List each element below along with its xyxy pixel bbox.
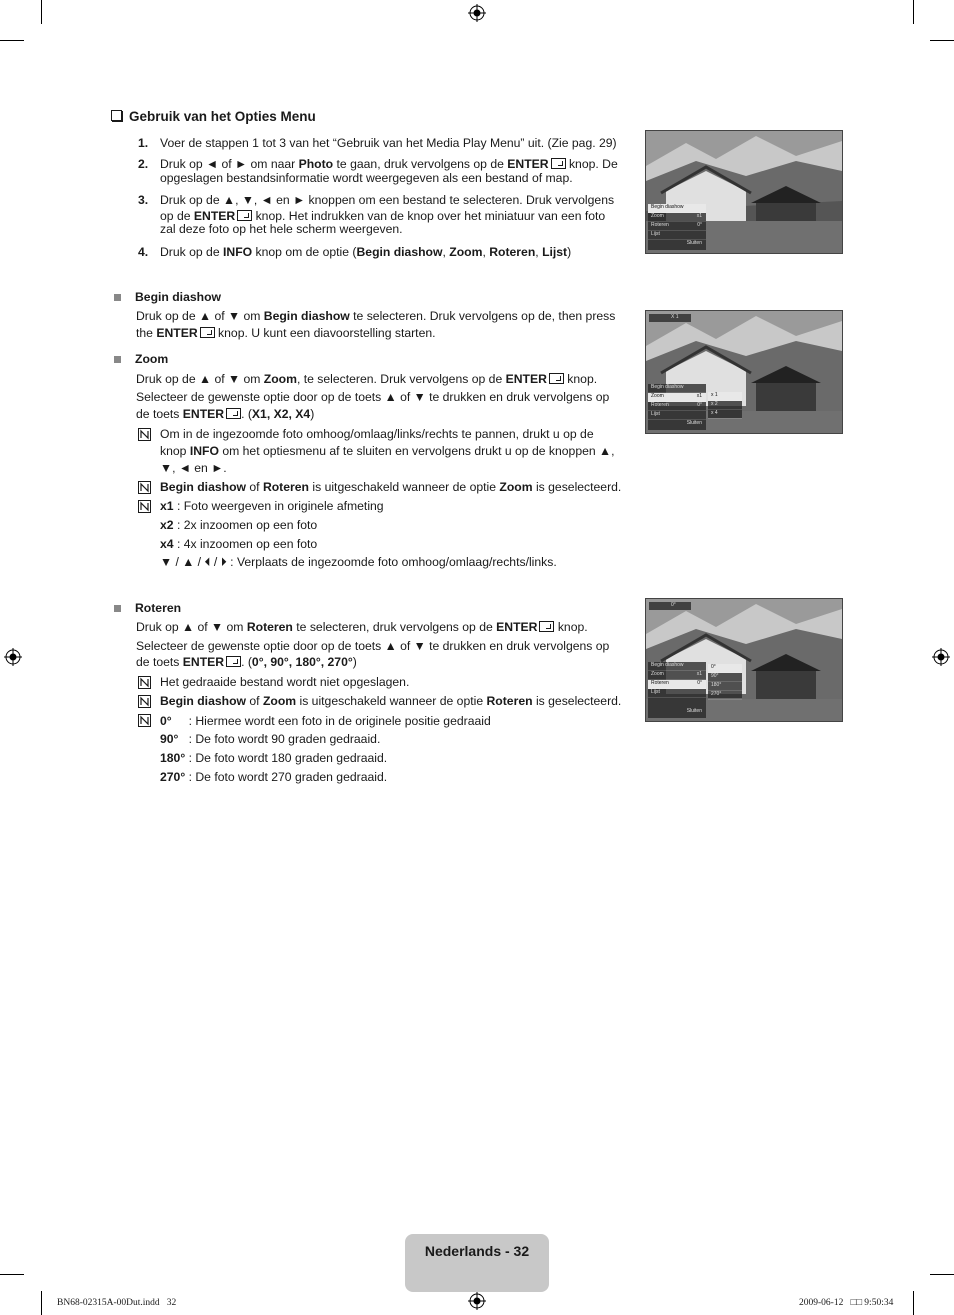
crop-mark xyxy=(0,1274,24,1275)
rotate-submenu[interactable] xyxy=(708,664,742,698)
registration-mark-icon xyxy=(4,648,22,666)
menu-item-begin-diashow[interactable]: Begin diashow xyxy=(648,384,706,393)
roteren-90: 90° : De foto wordt 90 graden gedraaid. xyxy=(160,732,381,746)
diashow-text: Druk op de ▲ of ▼ om Begin diashow te selecteren. Druk vervolgens op de, then press xyxy=(136,309,616,323)
rotate-badge: 0° xyxy=(649,602,691,610)
menu-item-lijst[interactable]: Lijst xyxy=(648,411,706,420)
options-menu[interactable] xyxy=(648,662,706,718)
note-icon xyxy=(138,428,151,441)
zoom-pan: ▼ / ▲ / ⏴ / ⏵ : Verplaats de ingezoomde foto omhoog/omlaag/rechts/links. xyxy=(160,555,557,569)
crop-mark xyxy=(913,1291,914,1315)
zoom-note-1-line3: ▼, ◄ en ►. xyxy=(160,461,227,475)
crop-mark xyxy=(41,0,42,24)
print-date: 2009-06-12 □□ 9:50:34 xyxy=(799,1298,894,1308)
menu-item-lijst[interactable]: Lijst xyxy=(648,689,706,698)
menu-footer: Sluiten xyxy=(686,708,702,714)
crop-mark xyxy=(930,1274,954,1275)
submenu-item-180[interactable]: 180° xyxy=(708,682,742,691)
note-icon xyxy=(138,676,151,689)
step-3-text-line3: zal deze foto op het hele scherm weergeven. xyxy=(160,222,403,236)
zoom-text-line3: de toets ENTER . (X1, X2, X4) xyxy=(136,407,315,421)
page-number: Nederlands - 32 xyxy=(424,1243,530,1259)
note-icon xyxy=(138,500,151,513)
square-bullet-icon xyxy=(114,605,121,612)
submenu-item-90[interactable]: 90° xyxy=(708,673,742,682)
zoom-badge: X 1 xyxy=(649,314,691,322)
zoom-x4: x4 : 4x inzoomen op een foto xyxy=(160,537,318,551)
tv-screenshot-rotate xyxy=(645,598,843,722)
step-3-text: Druk op de ▲, ▼, ◄ en ► knoppen om een bestand te selecteren. Druk vervolgens xyxy=(160,193,615,207)
roteren-0: 0° : Hiermee wordt een foto in de originele positie gedraaid xyxy=(160,714,491,728)
zoom-submenu[interactable] xyxy=(708,392,742,418)
subsection-diashow: Begin diashow xyxy=(114,290,221,305)
menu-item-roteren[interactable]: Roteren 0° xyxy=(648,222,706,231)
tv-screenshot-zoom xyxy=(645,310,843,434)
options-menu[interactable] xyxy=(648,204,706,250)
note-icon xyxy=(138,714,151,727)
enter-key-icon xyxy=(226,408,241,419)
step-3-text-line2: op de ENTER knop. Het indrukken van de knop over het miniatuur van een foto xyxy=(160,209,606,223)
roteren-note-1: Het gedraaide bestand wordt niet opgeslagen. xyxy=(160,675,410,689)
submenu-item-x2[interactable]: x 2 xyxy=(708,401,742,410)
menu-item-begin-diashow[interactable]: Begin diashow xyxy=(648,662,706,671)
crop-mark xyxy=(930,40,954,41)
zoom-x2: x2 : 2x inzoomen op een foto xyxy=(160,518,318,532)
step-1-text: Voer de stappen 1 tot 3 van het “Gebruik van het Media Play Menu” uit. (Zie pag. 29) xyxy=(160,136,617,150)
step-1: 1. xyxy=(138,136,149,150)
step-3: 3. xyxy=(138,193,149,207)
registration-mark-icon xyxy=(468,4,486,22)
crop-mark xyxy=(913,0,914,24)
menu-item-begin-diashow[interactable]: Begin diashow xyxy=(648,204,706,213)
zoom-text-line2: Selecteer de gewenste optie door op de toets ▲ of ▼ te drukken en druk vervolgens op xyxy=(136,390,610,404)
note-icon xyxy=(138,481,151,494)
checkbox-bullet-icon xyxy=(111,110,122,121)
square-bullet-icon xyxy=(114,294,121,301)
crop-mark xyxy=(41,1291,42,1315)
menu-item-zoom[interactable]: Zoom x1 xyxy=(648,393,706,402)
zoom-text: Druk op de ▲ of ▼ om Zoom, te selecteren. Druk vervolgens op de ENTER knop. xyxy=(136,372,598,386)
section-title: Gebruik van het Opties Menu xyxy=(111,109,316,124)
options-menu[interactable] xyxy=(648,384,706,430)
step-2-text-line2: opgeslagen bestandsinformatie wordt weergegeven als een bestand of map. xyxy=(160,171,573,185)
step-2-text: Druk op ◄ of ► om naar Photo te gaan, druk vervolgens op de ENTER knop. De xyxy=(160,157,618,171)
registration-mark-icon xyxy=(932,648,950,666)
enter-key-icon xyxy=(200,327,215,338)
roteren-text-line2: Selecteer de gewenste optie door op de toets ▲ of ▼ te drukken en druk vervolgens op xyxy=(136,639,610,653)
step-4-text: Druk op de INFO knop om de optie (Begin diashow, Zoom, Roteren, Lijst) xyxy=(160,245,572,259)
roteren-text-line3: de toets ENTER . (0°, 90°, 180°, 270°) xyxy=(136,655,357,669)
menu-item-zoom[interactable]: Zoom x1 xyxy=(648,671,706,680)
subsection-zoom: Zoom xyxy=(114,352,168,367)
enter-key-icon xyxy=(237,210,252,221)
roteren-text: Druk op ▲ of ▼ om Roteren te selecteren, druk vervolgens op de ENTER knop. xyxy=(136,620,588,634)
roteren-270: 270° : De foto wordt 270 graden gedraaid. xyxy=(160,770,388,784)
menu-item-roteren[interactable]: Roteren 0° xyxy=(648,680,706,689)
crop-mark xyxy=(0,40,24,41)
roteren-180: 180° : De foto wordt 180 graden gedraaid. xyxy=(160,751,388,765)
enter-key-icon xyxy=(549,373,564,384)
enter-key-icon xyxy=(551,158,566,169)
square-bullet-icon xyxy=(114,356,121,363)
menu-footer: Sluiten xyxy=(686,240,702,246)
subsection-roteren: Roteren xyxy=(114,601,181,616)
menu-footer: Sluiten xyxy=(686,420,702,426)
zoom-note-2: Begin diashow of Roteren is uitgeschakeld wanneer de optie Zoom is geselecteerd. xyxy=(160,480,622,494)
zoom-note-1-line2: knop INFO om het optiesmenu af te sluiten en vervolgens drukt u op de knoppen ▲, xyxy=(160,444,615,458)
step-4: 4. xyxy=(138,245,149,259)
note-icon xyxy=(138,695,151,708)
tv-screenshot-options xyxy=(645,130,843,254)
menu-item-roteren[interactable]: Roteren 0° xyxy=(648,402,706,411)
registration-mark-icon xyxy=(468,1292,486,1310)
submenu-item-x4[interactable]: x 4 xyxy=(708,410,742,419)
file-slug: BN68-02315A-00Dut.indd 32 xyxy=(57,1298,177,1308)
enter-key-icon xyxy=(539,621,554,632)
submenu-item-x1[interactable]: x 1 xyxy=(708,392,742,401)
step-2: 2. xyxy=(138,157,149,171)
menu-item-zoom[interactable]: Zoom x1 xyxy=(648,213,706,222)
menu-item-lijst[interactable]: Lijst xyxy=(648,231,706,240)
submenu-item-0[interactable]: 0° xyxy=(708,664,742,673)
zoom-x1: x1 : Foto weergeven in originele afmeting xyxy=(160,499,384,513)
submenu-item-270[interactable]: 270° xyxy=(708,691,742,700)
enter-key-icon xyxy=(226,656,241,667)
roteren-note-2: Begin diashow of Zoom is uitgeschakeld wanneer de optie Roteren is geselecteerd. xyxy=(160,694,622,708)
diashow-text-line2: the ENTER knop. U kunt een diavoorstelling starten. xyxy=(136,326,436,340)
zoom-note-1: Om in de ingezoomde foto omhoog/omlaag/links/rechts te pannen, drukt u op de xyxy=(160,427,594,441)
